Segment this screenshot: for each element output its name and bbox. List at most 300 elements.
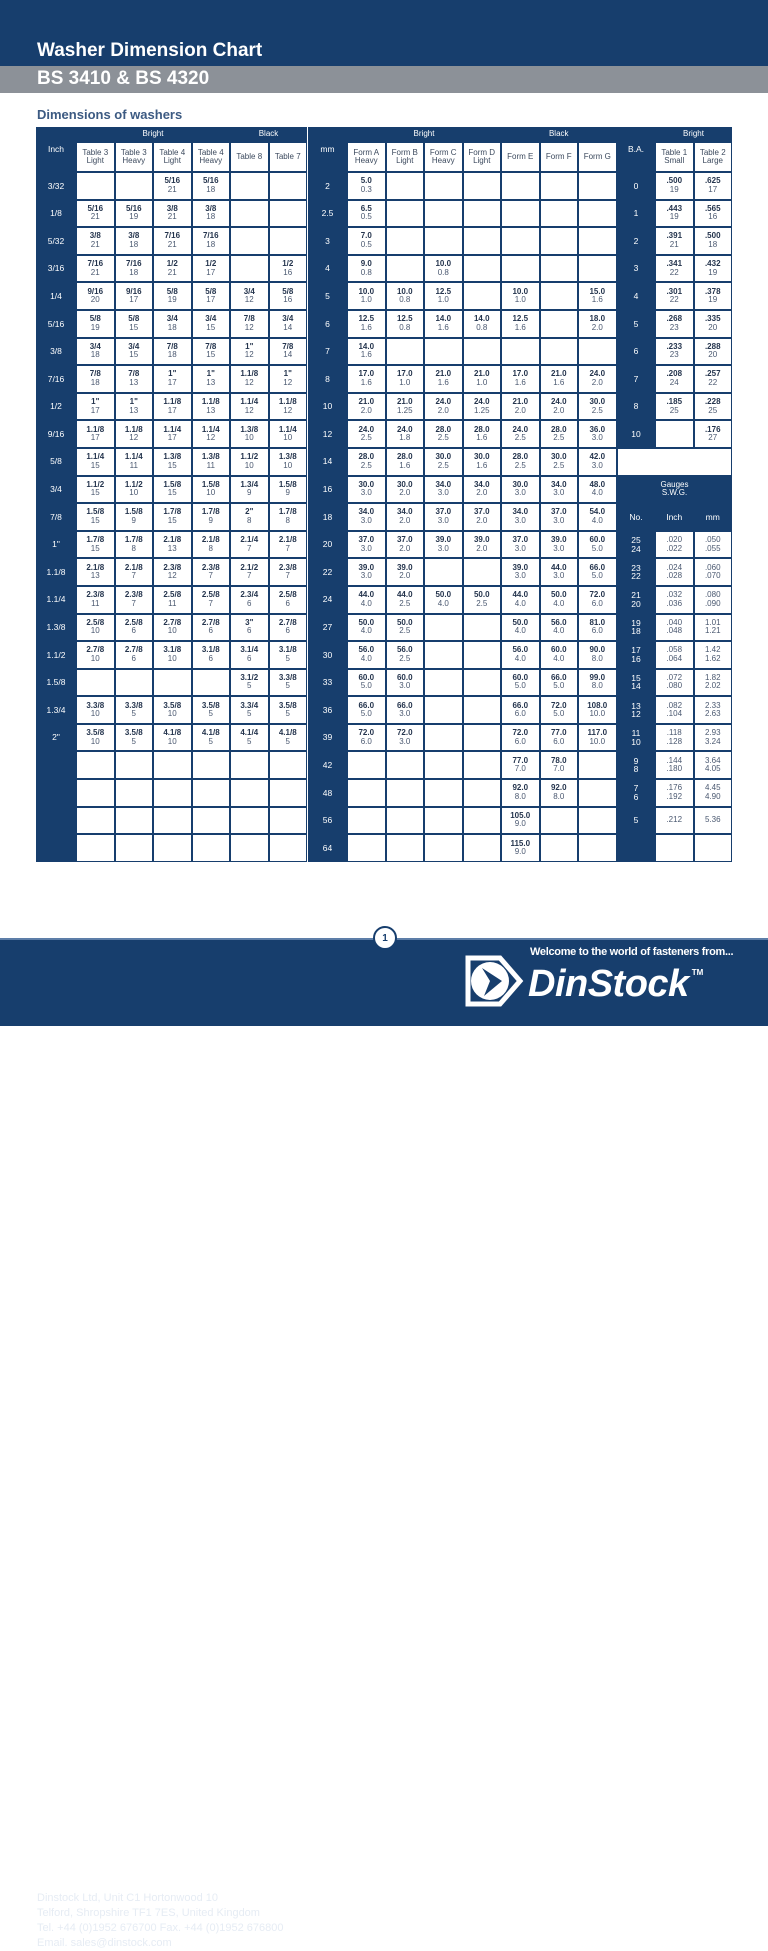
table-cell bbox=[116, 256, 153, 282]
table-cell bbox=[502, 780, 539, 806]
row-key: 14 bbox=[309, 449, 346, 475]
table-cell bbox=[77, 697, 114, 723]
row-key: 30 bbox=[309, 642, 346, 668]
cell-value: 18 bbox=[708, 239, 718, 249]
gauge-inch bbox=[656, 752, 693, 778]
cell-value: Heavy bbox=[431, 156, 455, 165]
cell-value: 4.05 bbox=[704, 764, 721, 774]
table-cell bbox=[425, 394, 462, 420]
cell-value: 1.1/2 bbox=[124, 479, 143, 489]
cell-value: 25 bbox=[708, 405, 718, 415]
table-cell bbox=[270, 642, 307, 668]
cell-value: 17 bbox=[206, 295, 216, 305]
gauge-mm bbox=[695, 615, 732, 641]
table-cell bbox=[502, 752, 539, 778]
cell-value: 0.8 bbox=[437, 267, 449, 277]
cell-value: .625 bbox=[704, 176, 721, 186]
cell-value: 2.5/8 bbox=[201, 590, 220, 600]
table-cell bbox=[270, 339, 307, 365]
table-cell bbox=[695, 366, 732, 392]
cell-value: 3/4 bbox=[128, 341, 140, 351]
row-key: 1.5/8 bbox=[37, 670, 75, 696]
cell-value: 6 bbox=[247, 653, 252, 663]
table-cell bbox=[193, 642, 230, 668]
table-cell bbox=[541, 587, 578, 613]
cell-value: 18 bbox=[631, 626, 641, 637]
cell-value: 5/16 bbox=[87, 203, 104, 213]
table-cell bbox=[425, 283, 462, 309]
cell-value: 60.0 bbox=[550, 645, 567, 655]
cell-value: 15 bbox=[129, 350, 139, 360]
blank-spacer-cell bbox=[618, 449, 731, 475]
table-cell bbox=[77, 532, 114, 558]
cell-value: 56.0 bbox=[396, 645, 413, 655]
cell-value: 1.5/8 bbox=[163, 479, 182, 489]
cell-value: 1/2 bbox=[166, 259, 178, 269]
table-cell bbox=[270, 532, 307, 558]
cell-value: 3.0 bbox=[399, 709, 411, 719]
cell-value: 1.0 bbox=[399, 377, 411, 387]
cell-value: 99.0 bbox=[589, 672, 606, 682]
gauge-mm bbox=[695, 642, 732, 668]
table-cell bbox=[502, 394, 539, 420]
standards-title: BS 3410 & BS 4320 bbox=[37, 68, 210, 89]
cell-value: 30.0 bbox=[512, 479, 529, 489]
cell-value: 24.0 bbox=[473, 397, 490, 407]
cell-value: 19 bbox=[669, 184, 679, 194]
cell-value: 22 bbox=[631, 571, 641, 582]
empty-cell bbox=[502, 339, 539, 365]
cell-value: 5 bbox=[285, 653, 290, 663]
table-cell bbox=[116, 504, 153, 530]
empty-cell bbox=[154, 670, 191, 696]
cell-value: 2.0 bbox=[476, 543, 488, 553]
table-cell bbox=[77, 559, 114, 585]
cell-value: 3.0 bbox=[360, 515, 372, 525]
cell-value: 3.0 bbox=[437, 515, 449, 525]
cell-value: .032 bbox=[666, 590, 683, 600]
cell-value: 7/16 bbox=[202, 231, 219, 241]
cell-value: 12 bbox=[283, 405, 293, 415]
table-cell bbox=[116, 642, 153, 668]
cell-value: 6.0 bbox=[514, 736, 526, 746]
cell-value: 2.1/2 bbox=[240, 562, 259, 572]
table-cell bbox=[270, 394, 307, 420]
table-cell bbox=[116, 228, 153, 254]
empty-cell bbox=[541, 201, 578, 227]
cell-value: 9 bbox=[285, 488, 290, 498]
cell-value: 14 bbox=[283, 350, 293, 360]
cell-value: 1.6 bbox=[514, 377, 526, 387]
cell-value: 8.0 bbox=[591, 653, 603, 663]
cell-value: 1.6 bbox=[514, 322, 526, 332]
cell-value: 10 bbox=[244, 433, 254, 443]
cell-value: 20 bbox=[708, 350, 718, 360]
empty-cell bbox=[154, 780, 191, 806]
table-cell bbox=[231, 697, 268, 723]
empty-cell bbox=[193, 780, 230, 806]
cell-value: 2.0 bbox=[399, 515, 411, 525]
cell-value: 6 bbox=[247, 598, 252, 608]
row-key: 16 bbox=[309, 477, 346, 503]
cell-value: 0.5 bbox=[360, 212, 372, 222]
cell-value: 17 bbox=[167, 405, 177, 415]
cell-value: 6 bbox=[208, 626, 213, 636]
table-cell bbox=[154, 228, 191, 254]
table-cell bbox=[387, 642, 424, 668]
cell-value: 37.0 bbox=[396, 535, 413, 545]
empty-cell bbox=[387, 228, 424, 254]
cell-value: 12 bbox=[129, 433, 139, 443]
cell-value: 1.0 bbox=[514, 295, 526, 305]
gauge-number bbox=[618, 642, 654, 668]
empty-cell bbox=[502, 173, 539, 199]
cell-value: 1.1/4 bbox=[86, 452, 105, 462]
empty-cell bbox=[695, 835, 732, 861]
table-cell bbox=[541, 780, 578, 806]
cell-value: 5.0 bbox=[360, 681, 372, 691]
cell-value: 6.0 bbox=[553, 736, 565, 746]
cell-value: 1.6 bbox=[360, 350, 372, 360]
cell-value: 77.0 bbox=[550, 728, 567, 738]
table-cell bbox=[116, 421, 153, 447]
table-cell bbox=[154, 587, 191, 613]
table-cell bbox=[541, 725, 578, 751]
cell-value: 7/16 bbox=[125, 259, 142, 269]
table-cell bbox=[77, 339, 114, 365]
cell-value: 39.0 bbox=[512, 562, 529, 572]
empty-cell bbox=[579, 339, 616, 365]
cell-value: 60.0 bbox=[589, 535, 606, 545]
cell-value: 4.0 bbox=[553, 626, 565, 636]
cell-value: 19 bbox=[708, 295, 718, 305]
brand-lockup bbox=[528, 964, 703, 1004]
cell-value: 2.33 bbox=[704, 700, 721, 710]
table-cell bbox=[425, 587, 462, 613]
cell-value: Table 8 bbox=[236, 151, 263, 161]
table-cell bbox=[348, 173, 385, 199]
cell-value: 37.0 bbox=[435, 507, 452, 517]
table-cell bbox=[387, 311, 424, 337]
cell-value: Heavy bbox=[199, 156, 223, 165]
cell-value: 10 bbox=[129, 488, 139, 498]
cell-value: 30.0 bbox=[589, 397, 606, 407]
empty-cell bbox=[579, 173, 616, 199]
cell-value: .144 bbox=[666, 755, 683, 765]
table-cell bbox=[348, 339, 385, 365]
cell-value: 8.0 bbox=[514, 791, 526, 801]
gauge-number bbox=[618, 725, 654, 751]
cell-value: 15 bbox=[167, 460, 177, 470]
cell-value: 6 bbox=[208, 653, 213, 663]
empty-cell bbox=[425, 780, 462, 806]
cell-value: 1.5/8 bbox=[278, 479, 297, 489]
table-cell bbox=[270, 477, 307, 503]
cell-value: 10 bbox=[90, 736, 100, 746]
empty-cell bbox=[231, 835, 268, 861]
cell-value: 1.3/8 bbox=[240, 424, 259, 434]
empty-cell bbox=[425, 173, 462, 199]
cell-value: 18 bbox=[90, 350, 100, 360]
empty-row-key bbox=[37, 752, 75, 778]
cell-value: Light bbox=[86, 156, 104, 165]
cell-value: 14.0 bbox=[358, 341, 375, 351]
cell-value: 72.0 bbox=[396, 728, 413, 738]
cell-value: 9/16 bbox=[87, 286, 104, 296]
table-cell bbox=[695, 339, 732, 365]
cell-value: 2.7/8 bbox=[86, 645, 105, 655]
table-cell bbox=[425, 311, 462, 337]
empty-cell bbox=[270, 752, 307, 778]
gauge-mm bbox=[695, 697, 732, 723]
cell-value: 3.3/8 bbox=[124, 700, 143, 710]
cell-value: 3/8 bbox=[89, 231, 101, 241]
cell-value: .176 bbox=[666, 783, 683, 793]
cell-value: 7/8 bbox=[128, 369, 140, 379]
empty-cell bbox=[231, 201, 268, 227]
table-cell bbox=[231, 587, 268, 613]
table-cell bbox=[656, 283, 693, 309]
cell-value: 7.0 bbox=[553, 764, 565, 774]
cell-value: 1.1/8 bbox=[163, 397, 182, 407]
cell-value: 50.0 bbox=[473, 590, 490, 600]
table-cell bbox=[541, 752, 578, 778]
cell-value: Form B bbox=[391, 147, 418, 157]
table-cell bbox=[231, 725, 268, 751]
row-key: 9/16 bbox=[37, 421, 75, 447]
cell-value: 1.1/8 bbox=[278, 397, 297, 407]
row-key: 2 bbox=[618, 228, 654, 254]
cell-value: 8 bbox=[285, 515, 290, 525]
row-key: 8 bbox=[618, 394, 654, 420]
row-key: 10 bbox=[309, 394, 346, 420]
row-key: 64 bbox=[309, 835, 346, 861]
cell-value: 22 bbox=[669, 295, 679, 305]
row-key: 1/2 bbox=[37, 394, 75, 420]
row-key: 8 bbox=[309, 366, 346, 392]
row-key: 5 bbox=[309, 283, 346, 309]
cell-value: 6 bbox=[247, 626, 252, 636]
table-cell bbox=[502, 283, 539, 309]
cell-value: 7/16 bbox=[164, 231, 181, 241]
cell-value: 1" bbox=[283, 369, 292, 379]
cell-value: 10 bbox=[90, 709, 100, 719]
table-cell bbox=[348, 283, 385, 309]
cell-value: 3.0 bbox=[360, 488, 372, 498]
cell-value: 3.0 bbox=[553, 488, 565, 498]
row-key: 3/4 bbox=[37, 477, 75, 503]
empty-cell bbox=[387, 808, 424, 834]
metric-washer-table bbox=[308, 127, 617, 862]
table-cell bbox=[270, 256, 307, 282]
cell-value: 12 bbox=[244, 405, 254, 415]
table-cell bbox=[154, 201, 191, 227]
table-cell bbox=[541, 477, 578, 503]
cell-value: 8.0 bbox=[553, 791, 565, 801]
cell-value: 17 bbox=[167, 377, 177, 387]
table-cell bbox=[387, 559, 424, 585]
cell-value: 1.1/8 bbox=[124, 424, 143, 434]
cell-value: 44.0 bbox=[512, 590, 529, 600]
row-key: 1 bbox=[618, 201, 654, 227]
gauge-inch bbox=[656, 615, 693, 641]
cell-value: 15 bbox=[167, 515, 177, 525]
cell-value: 5/8 bbox=[166, 286, 178, 296]
row-key: 6 bbox=[618, 339, 654, 365]
cell-value: 14.0 bbox=[435, 314, 452, 324]
column-header bbox=[464, 143, 501, 171]
cell-value: Table 3 bbox=[120, 147, 147, 157]
cell-value: 7 bbox=[247, 543, 252, 553]
cell-value: 4.1/8 bbox=[278, 728, 297, 738]
cell-value: .024 bbox=[666, 562, 683, 572]
table-cell bbox=[77, 366, 114, 392]
cell-value: 6.0 bbox=[514, 709, 526, 719]
empty-cell bbox=[387, 173, 424, 199]
empty-cell bbox=[154, 835, 191, 861]
empty-row-key bbox=[37, 808, 75, 834]
cell-value: Form G bbox=[583, 151, 611, 161]
cell-value: 8.0 bbox=[591, 681, 603, 691]
cell-value: 21 bbox=[167, 184, 177, 194]
table-cell bbox=[116, 311, 153, 337]
empty-cell bbox=[193, 835, 230, 861]
empty-cell bbox=[77, 780, 114, 806]
cell-value: 2.3/8 bbox=[124, 590, 143, 600]
cell-value: Heavy bbox=[354, 156, 378, 165]
cell-value: 5.0 bbox=[553, 709, 565, 719]
cell-value: 12 bbox=[631, 709, 641, 720]
table-cell bbox=[502, 311, 539, 337]
cell-value: 2.1/8 bbox=[201, 535, 220, 545]
table-cell bbox=[77, 311, 114, 337]
empty-cell bbox=[425, 339, 462, 365]
table-cell bbox=[154, 504, 191, 530]
cell-value: 2.0 bbox=[399, 488, 411, 498]
table-cell bbox=[348, 449, 385, 475]
table-cell bbox=[270, 421, 307, 447]
gauge-inch bbox=[656, 780, 693, 806]
cell-value: Form E bbox=[507, 151, 534, 161]
cell-value: 3.3/8 bbox=[278, 672, 297, 682]
empty-cell bbox=[193, 670, 230, 696]
cell-value: 21 bbox=[631, 590, 641, 601]
empty-cell bbox=[387, 835, 424, 861]
gauge-inch bbox=[656, 697, 693, 723]
address-line: Telford, Shropshire TF1 7ES, United Kingdom bbox=[37, 1907, 260, 1919]
cell-value: 15.0 bbox=[589, 286, 606, 296]
empty-cell bbox=[464, 283, 501, 309]
cell-value: .064 bbox=[666, 653, 683, 663]
cell-value: Light bbox=[396, 156, 414, 165]
table-cell bbox=[541, 504, 578, 530]
row-key: 42 bbox=[309, 752, 346, 778]
row-key: 7 bbox=[618, 366, 654, 392]
cell-value: 22 bbox=[708, 377, 718, 387]
gauge-mm bbox=[695, 808, 732, 834]
cell-value: 6 bbox=[131, 626, 136, 636]
empty-cell bbox=[425, 697, 462, 723]
cell-value: .104 bbox=[666, 709, 683, 719]
cell-value: 3.5/8 bbox=[86, 728, 105, 738]
cell-value: 13 bbox=[631, 700, 641, 711]
cell-value: 5.0 bbox=[553, 681, 565, 691]
table-cell bbox=[231, 477, 268, 503]
table-cell bbox=[425, 504, 462, 530]
cell-value: 19 bbox=[129, 212, 139, 222]
cell-value: 15 bbox=[90, 488, 100, 498]
cell-value: 13 bbox=[206, 377, 216, 387]
empty-cell bbox=[348, 835, 385, 861]
column-header bbox=[116, 143, 153, 171]
table-cell bbox=[387, 366, 424, 392]
table-cell bbox=[425, 477, 462, 503]
cell-value: 3.0 bbox=[591, 460, 603, 470]
table-cell bbox=[695, 173, 732, 199]
table-cell bbox=[270, 283, 307, 309]
table-cell bbox=[541, 697, 578, 723]
empty-cell bbox=[387, 752, 424, 778]
cell-value: 3.0 bbox=[360, 543, 372, 553]
table-cell bbox=[656, 339, 693, 365]
table-cell bbox=[77, 201, 114, 227]
table-cell bbox=[193, 725, 230, 751]
cell-value: 18 bbox=[206, 212, 216, 222]
table-cell bbox=[231, 532, 268, 558]
cell-value: 50.0 bbox=[358, 617, 375, 627]
empty-row-key bbox=[37, 835, 75, 861]
cell-value: 1.1/4 bbox=[124, 452, 143, 462]
cell-value: Table 4 bbox=[159, 147, 186, 157]
empty-cell bbox=[541, 283, 578, 309]
table-cell bbox=[116, 366, 153, 392]
table-cell bbox=[579, 421, 616, 447]
cell-value: Large bbox=[702, 156, 723, 165]
empty-cell bbox=[231, 752, 268, 778]
row-key: 4 bbox=[618, 283, 654, 309]
table-cell bbox=[116, 477, 153, 503]
cell-value: 18 bbox=[90, 377, 100, 387]
cell-value: 25 bbox=[631, 535, 641, 546]
gauge-mm bbox=[695, 559, 732, 585]
cell-value: 5.0 bbox=[360, 176, 372, 186]
cell-value: .028 bbox=[666, 571, 683, 581]
group-header-bright: Bright bbox=[656, 128, 731, 141]
empty-cell bbox=[231, 173, 268, 199]
cell-value: 4.0 bbox=[553, 598, 565, 608]
cell-value: 21 bbox=[90, 267, 100, 277]
column-header bbox=[348, 143, 385, 171]
empty-cell bbox=[541, 256, 578, 282]
empty-cell bbox=[231, 256, 268, 282]
cell-value: 5 bbox=[247, 709, 252, 719]
cell-value: 10 bbox=[244, 460, 254, 470]
empty-cell bbox=[270, 808, 307, 834]
cell-value: 19 bbox=[90, 322, 100, 332]
cell-value: 1" bbox=[245, 341, 254, 351]
empty-cell bbox=[464, 808, 501, 834]
cell-value: 21.0 bbox=[473, 369, 490, 379]
cell-value: 39.0 bbox=[473, 535, 490, 545]
cell-value: 8 bbox=[131, 543, 136, 553]
cell-value: 30.0 bbox=[396, 479, 413, 489]
cell-value: 12.5 bbox=[358, 314, 375, 324]
cell-value: 3.1/8 bbox=[278, 645, 297, 655]
cell-value: Table 4 bbox=[197, 147, 224, 157]
row-key: 5/32 bbox=[37, 228, 75, 254]
table-cell bbox=[695, 256, 732, 282]
empty-cell bbox=[464, 835, 501, 861]
